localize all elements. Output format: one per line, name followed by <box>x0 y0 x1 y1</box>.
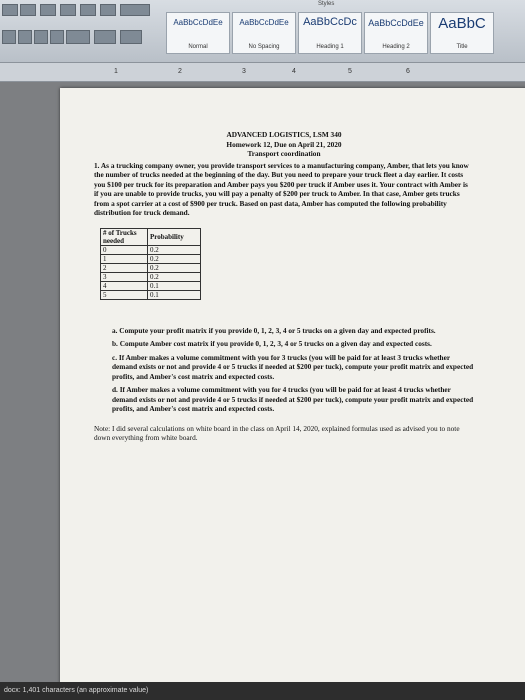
style-name: No Spacing <box>248 44 280 50</box>
prob-cell: 0.2 <box>148 263 201 272</box>
numbering-button[interactable] <box>20 4 36 16</box>
list-item: d. If Amber makes a volume commitment with you for 4 trucks (you will be paid for at least 4 trucks whether demand exists or not and provide 4 or 5 trucks if needed at $200 per tuck), compute your profit matrix and expected profits, and Amber's cost matrix and expected costs. <box>112 385 474 413</box>
ruler-tick: 3 <box>242 68 246 75</box>
probability-table <box>100 228 201 300</box>
styles-group-label: Styles <box>318 1 335 7</box>
horizontal-ruler[interactable] <box>0 63 525 82</box>
ribbon-toolbar <box>0 0 525 63</box>
align-left-button[interactable] <box>2 30 16 44</box>
status-bar <box>0 682 525 700</box>
style-name: Heading 1 <box>316 44 344 50</box>
style-sample: AaBbCcDc <box>303 16 357 28</box>
multilevel-list-button[interactable] <box>40 4 56 16</box>
trucks-cell: 2 <box>101 263 148 272</box>
style-normal[interactable] <box>166 12 230 54</box>
trucks-cell: 1 <box>101 254 148 263</box>
style-no-spacing[interactable] <box>232 12 296 54</box>
style-sample: AaBbC <box>438 15 486 32</box>
character-count: docx: 1,401 characters (an approximate value) <box>4 687 149 694</box>
header-homework: Homework 12, Due on April 21, 2020 <box>226 139 342 149</box>
list-item: a. Compute your profit matrix if you provide 0, 1, 2, 3, 4 or 5 trucks on a given day and expected profits. <box>112 325 436 335</box>
prob-cell: 0.2 <box>148 245 201 254</box>
shading-button[interactable] <box>94 30 116 44</box>
table-row <box>101 272 201 281</box>
task-list <box>112 326 474 414</box>
trucks-cell: 3 <box>101 272 148 281</box>
prob-cell: 0.2 <box>148 254 201 263</box>
header-topic: Transport coordination <box>247 149 321 158</box>
style-heading-2[interactable] <box>364 12 428 54</box>
ruler-tick: 1 <box>114 68 118 75</box>
decrease-indent-button[interactable] <box>60 4 76 16</box>
ruler-tick: 4 <box>292 68 296 75</box>
show-hide-button[interactable] <box>120 4 150 16</box>
align-center-button[interactable] <box>18 30 32 44</box>
prob-cell: 0.2 <box>148 272 201 281</box>
increase-indent-button[interactable] <box>80 4 96 16</box>
style-name: Heading 2 <box>382 44 410 50</box>
list-item: b. Compute Amber cost matrix if you provide 0, 1, 2, 3, 4 or 5 trucks on a given day and expected costs. <box>112 339 432 348</box>
document-page[interactable] <box>60 88 525 684</box>
style-sample: AaBbCcDdEe <box>173 18 223 27</box>
table-row <box>101 290 201 299</box>
trucks-cell: 4 <box>101 281 148 290</box>
ruler-tick: 5 <box>348 68 352 75</box>
style-sample: AaBbCcDdEe <box>368 18 424 28</box>
style-title[interactable] <box>430 12 494 54</box>
sort-button[interactable] <box>100 4 116 16</box>
question-text: 1. As a trucking company owner, you provide transport services to a manufacturing company, Amber, that lets you know the number of trucks needed at the beginning of the day. But you need to prepare your truck fleet a day earlier. It costs you $100 per truck for its preparation and Amber pays you $200 per truck if Amber uses it. Your contract with Amber is if you are unable to provide trucks, you will pay a penalty of $200 per truck to Amber. In that case, Amber gets trucks from a spot carrier at a cost of $900 per truck. Based on past data, Amber has computed the following probability distribution for truck demand. <box>94 160 469 217</box>
table-row <box>101 245 201 254</box>
style-name: Normal <box>188 44 208 50</box>
table-row <box>101 254 201 263</box>
table-row <box>101 263 201 272</box>
borders-button[interactable] <box>120 30 142 44</box>
table-row <box>101 281 201 290</box>
style-heading-1[interactable] <box>298 12 362 54</box>
align-right-button[interactable] <box>34 30 48 44</box>
style-sample: AaBbCcDdEe <box>239 18 289 27</box>
justify-button[interactable] <box>50 30 64 44</box>
document-body[interactable] <box>94 130 474 443</box>
ruler-tick: 2 <box>178 68 182 75</box>
col-header-trucks: # of Trucks needed <box>101 228 148 245</box>
note-text: Note: I did several calculations on white board in the class on April 14, 2020, explained formulas used as advised you to note down everything from white board. <box>94 423 460 442</box>
list-item: c. If Amber makes a volume commitment with you for 3 trucks (you will be paid for at least 3 trucks whether demand exists or not and provide 4 or 5 trucks if needed at $200 per tuck), compute your profit matrix and expected profits, and Amber's cost matrix and expected costs. <box>112 352 474 381</box>
ruler-tick: 6 <box>406 68 410 75</box>
header-title: ADVANCED LOGISTICS, LSM 340 <box>226 130 342 139</box>
trucks-cell: 0 <box>101 245 148 254</box>
trucks-cell: 5 <box>101 290 148 299</box>
col-header-probability: Probability <box>148 228 201 245</box>
style-name: Title <box>456 44 468 50</box>
prob-cell: 0.1 <box>148 290 201 299</box>
bullets-button[interactable] <box>2 4 18 16</box>
line-spacing-button[interactable] <box>66 30 90 44</box>
prob-cell: 0.1 <box>148 281 201 290</box>
